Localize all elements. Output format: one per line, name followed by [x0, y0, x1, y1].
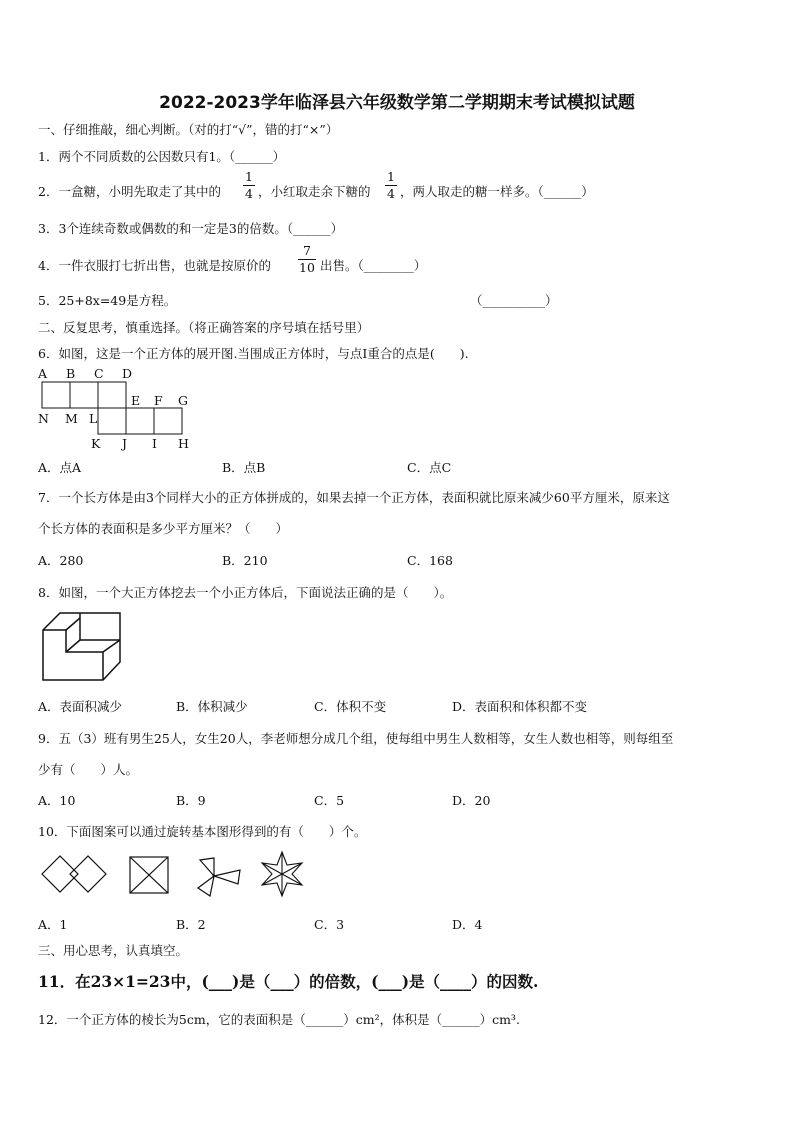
q8-option-a: A．表面积减少 — [38, 699, 123, 714]
fraction-numerator: 7 — [303, 243, 311, 258]
q10-figure-2 — [128, 855, 172, 895]
page-title: 2022-2023学年临泽县六年级数学第二学期期末考试模拟试题 — [159, 93, 635, 113]
q9-option-b: B．9 — [176, 793, 206, 808]
q8-option-d: D．表面积和体积都不变 — [452, 699, 588, 714]
question-6: 6．如图，这是一个正方体的展开图.当围成正方体时，与点I重合的点是( ). — [38, 346, 469, 361]
question-4-fraction — [298, 244, 316, 275]
q10-option-d: D．4 — [452, 917, 483, 932]
fraction-numerator: 1 — [245, 169, 253, 184]
fraction-numerator: 1 — [387, 169, 395, 184]
net-label-m: M — [65, 411, 78, 426]
question-5: 5．25+8x=49是方程。 — [38, 293, 177, 308]
question-4-part-a: 4．一件衣服打七折出售，也就是按原价的 — [38, 258, 271, 273]
fraction-denominator: 4 — [387, 186, 395, 201]
q8-option-b: B．体积减少 — [176, 699, 248, 714]
question-8: 8．如图，一个大正方体挖去一个小正方体后，下面说法正确的是（ ）。 — [38, 585, 453, 600]
question-2-part-c: ，两人取走的糖一样多。（______） — [400, 184, 594, 199]
q10-figure-3 — [192, 854, 244, 898]
section-1-heading: 一、仔细推敲，细心判断。（对的打“√”，错的打“×”） — [38, 122, 339, 137]
q6-option-a: A．点A — [38, 460, 82, 475]
fraction-denominator: 10 — [299, 260, 315, 275]
section-2-heading: 二、反复思考，慎重选择。（将正确答案的序号填在括号里） — [38, 320, 370, 335]
question-3: 3．3个连续奇数或偶数的和一定是3的倍数。（______） — [38, 221, 344, 236]
q7-option-b: B．210 — [222, 553, 268, 568]
net-label-g: G — [178, 393, 188, 408]
fraction-denominator: 4 — [245, 186, 253, 201]
question-7-line-1: 7．一个长方体是由3个同样大小的正方体拼成的，如果去掉一个正方体，表面积就比原来减少60平方厘米，原来这 — [38, 490, 670, 505]
question-2-part-b: ，小红取走余下糖的 — [258, 184, 371, 199]
net-label-e: E — [131, 393, 141, 408]
q9-option-d: D．20 — [452, 793, 491, 808]
q10-option-b: B．2 — [176, 917, 206, 932]
question-11: 11．在23×1=23中，(___)是（___）的倍数，(___)是（____）的因数. — [38, 972, 539, 991]
net-label-b: B — [66, 366, 76, 381]
q10-figure-4 — [258, 850, 306, 898]
q6-option-c: C．点C — [407, 460, 452, 475]
question-2-fraction-1 — [243, 170, 255, 201]
q10-figure-1 — [40, 852, 108, 896]
q7-option-a: A．280 — [38, 553, 84, 568]
question-5-answer-blank: （__________） — [470, 293, 558, 308]
net-label-n: N — [38, 411, 49, 426]
question-1: 1．两个不同质数的公因数只有1。（______） — [38, 149, 286, 164]
net-label-a: A — [38, 366, 48, 381]
net-label-j: J — [122, 436, 128, 451]
question-4-part-b: 出售。（________） — [320, 258, 427, 273]
q10-option-a: A．1 — [38, 917, 68, 932]
net-label-h: H — [178, 436, 189, 451]
net-label-l: L — [89, 411, 98, 426]
section-3-heading: 三、用心思考，认真填空。 — [38, 943, 189, 958]
q9-option-c: C．5 — [314, 793, 345, 808]
question-10: 10．下面图案可以通过旋转基本图形得到的有（ ）个。 — [38, 824, 367, 839]
net-label-i: I — [152, 436, 157, 451]
question-12: 12．一个正方体的棱长为5cm，它的表面积是（______）cm²，体积是（______）cm³. — [38, 1012, 520, 1027]
net-label-k: K — [91, 436, 101, 451]
cube-cutout-diagram — [40, 610, 130, 684]
question-2-fraction-2 — [385, 170, 397, 201]
q7-option-c: C．168 — [407, 553, 453, 568]
q8-option-c: C．体积不变 — [314, 699, 387, 714]
q10-option-c: C．3 — [314, 917, 345, 932]
question-7-line-2: 个长方体的表面积是多少平方厘米？（ ） — [38, 521, 289, 536]
net-label-f: F — [154, 393, 163, 408]
q6-option-b: B．点B — [222, 460, 266, 475]
question-2-part-a: 2．一盒糖，小明先取走了其中的 — [38, 184, 221, 199]
cube-net-diagram — [36, 362, 196, 454]
question-9-line-2: 少有（ ）人。 — [38, 762, 139, 777]
q9-option-a: A．10 — [38, 793, 76, 808]
question-9-line-1: 9．五（3）班有男生25人，女生20人，李老师想分成几个组，使每组中男生人数相等，女生人数也相等，则每组至 — [38, 731, 674, 746]
net-label-d: D — [122, 366, 133, 381]
net-label-c: C — [94, 366, 104, 381]
